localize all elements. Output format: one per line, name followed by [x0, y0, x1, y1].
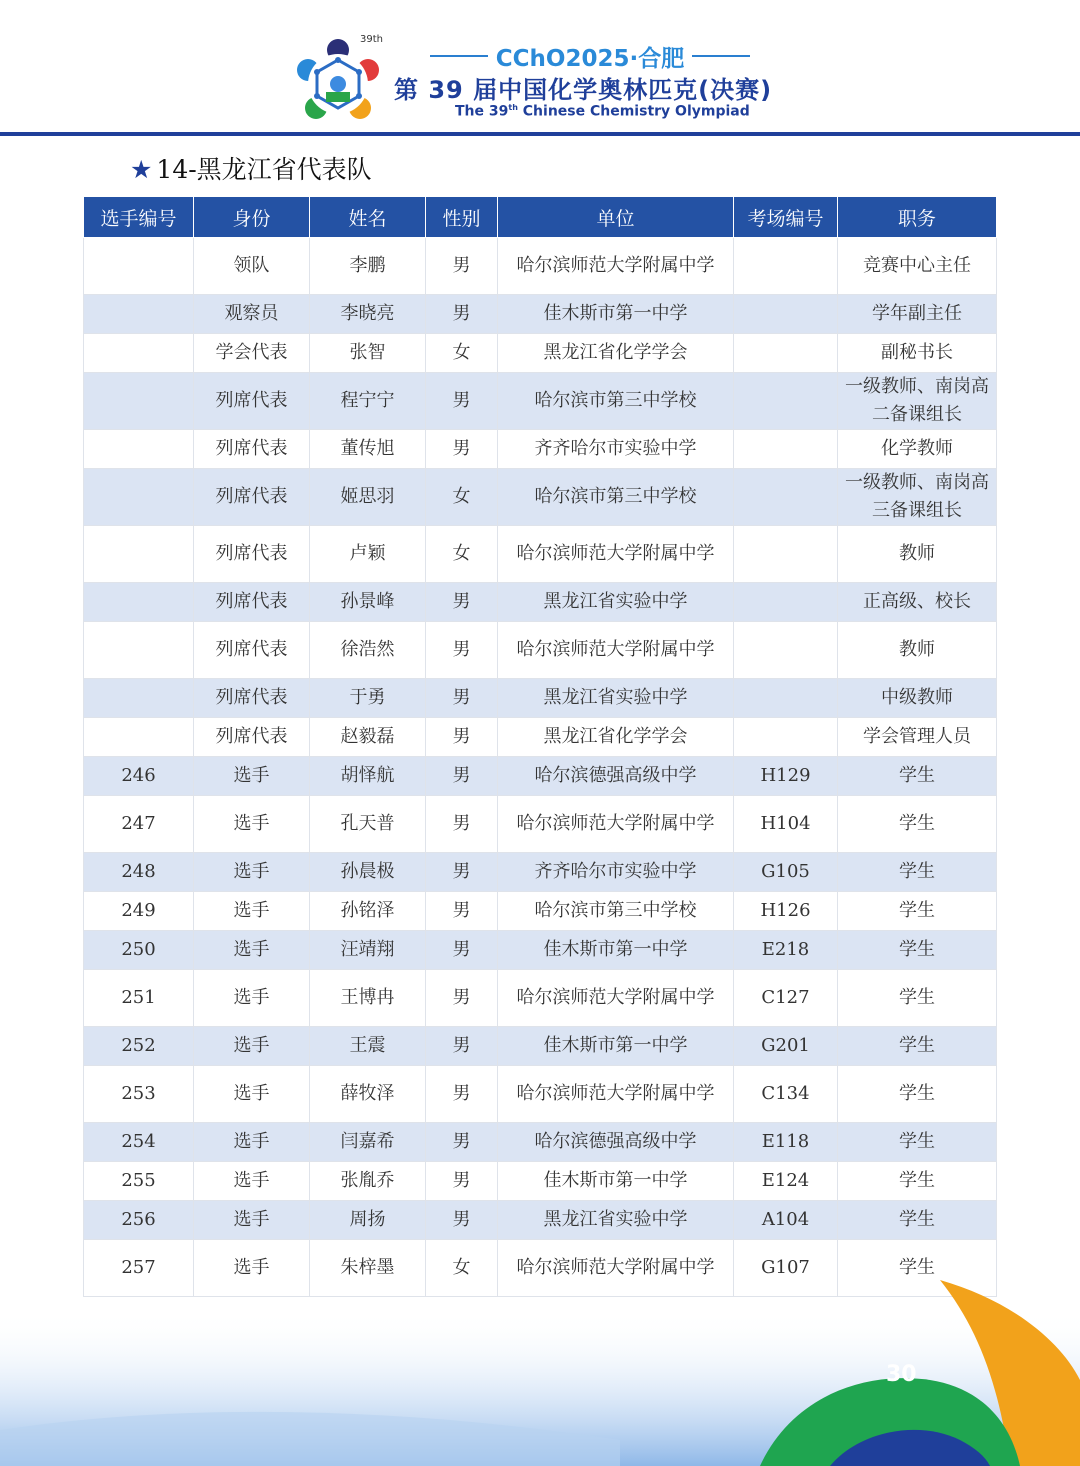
- cell-name: 姬思羽: [310, 469, 426, 526]
- cell-position: 学生: [838, 1066, 997, 1123]
- cell-gender: 男: [426, 853, 498, 892]
- cell-role: 选手: [194, 1201, 310, 1240]
- column-header-role: 身份: [194, 197, 310, 238]
- cell-player-id: 256: [84, 1201, 194, 1240]
- cell-unit: 黑龙江省化学学会: [498, 334, 734, 373]
- header-divider: [0, 132, 1080, 136]
- cell-unit: 哈尔滨市第三中学校: [498, 373, 734, 430]
- table-row: [84, 526, 997, 583]
- cell-unit: 佳木斯市第一中学: [498, 295, 734, 334]
- cell-name: 朱梓墨: [310, 1240, 426, 1297]
- cell-room-number: [734, 238, 838, 295]
- table-row: [84, 853, 997, 892]
- event-short-title: [430, 40, 750, 72]
- cell-position: 学生: [838, 1240, 997, 1297]
- table-row: [84, 1027, 997, 1066]
- event-title: 第 39 届中国化学奥林匹克(决赛): [394, 76, 773, 104]
- cell-room-number: [734, 430, 838, 469]
- cell-unit: 齐齐哈尔市实验中学: [498, 430, 734, 469]
- cell-player-id: [84, 238, 194, 295]
- cell-gender: 男: [426, 970, 498, 1027]
- table-header-row: [84, 197, 997, 238]
- cell-room-number: [734, 718, 838, 757]
- cell-room-number: [734, 373, 838, 430]
- cell-unit: 佳木斯市第一中学: [498, 1027, 734, 1066]
- table-row: [84, 469, 997, 526]
- title-left-rule: [430, 55, 488, 57]
- cell-gender: 男: [426, 931, 498, 970]
- event-short-text: CChO2025·合肥: [495, 45, 685, 72]
- cell-player-id: 249: [84, 892, 194, 931]
- cell-name: 徐浩然: [310, 622, 426, 679]
- cell-name: 张智: [310, 334, 426, 373]
- cell-player-id: [84, 430, 194, 469]
- cell-player-id: [84, 469, 194, 526]
- cell-room-number: [734, 583, 838, 622]
- cell-gender: 男: [426, 718, 498, 757]
- cell-room-number: H126: [734, 892, 838, 931]
- cell-player-id: 251: [84, 970, 194, 1027]
- cell-player-id: [84, 373, 194, 430]
- cell-unit: 哈尔滨师范大学附属中学: [498, 1240, 734, 1297]
- cell-role: 列席代表: [194, 718, 310, 757]
- event-english-pre: The 39: [455, 103, 509, 120]
- cell-unit: 黑龙江省实验中学: [498, 679, 734, 718]
- cell-gender: 男: [426, 1027, 498, 1066]
- cell-position: 学生: [838, 853, 997, 892]
- cell-room-number: E218: [734, 931, 838, 970]
- cell-player-id: [84, 718, 194, 757]
- cell-player-id: [84, 334, 194, 373]
- footer-decoration: [0, 1280, 1080, 1466]
- cell-unit: 哈尔滨师范大学附属中学: [498, 526, 734, 583]
- cell-name: 孙铭泽: [310, 892, 426, 931]
- cell-room-number: [734, 295, 838, 334]
- cell-role: 选手: [194, 1240, 310, 1297]
- column-header-name: 姓名: [310, 197, 426, 238]
- cell-player-id: [84, 295, 194, 334]
- cell-role: 选手: [194, 853, 310, 892]
- section-title: [130, 150, 372, 186]
- cell-unit: 哈尔滨师范大学附属中学: [498, 796, 734, 853]
- cell-player-id: 257: [84, 1240, 194, 1297]
- table-row: [84, 373, 997, 430]
- section-title-text: 14-黑龙江省代表队: [156, 155, 372, 184]
- cell-name: 李鹏: [310, 238, 426, 295]
- cell-name: 张胤乔: [310, 1162, 426, 1201]
- page-number: 30: [886, 1362, 917, 1387]
- cell-role: 选手: [194, 931, 310, 970]
- cell-position: 学生: [838, 1123, 997, 1162]
- cell-position: 学生: [838, 1162, 997, 1201]
- cell-player-id: [84, 679, 194, 718]
- table-row: [84, 583, 997, 622]
- cell-position: 一级教师、南岗高三备课组长: [838, 469, 997, 526]
- table-row: [84, 718, 997, 757]
- cell-gender: 男: [426, 757, 498, 796]
- cell-unit: 哈尔滨师范大学附属中学: [498, 1066, 734, 1123]
- cell-position: 学年副主任: [838, 295, 997, 334]
- cell-role: 列席代表: [194, 583, 310, 622]
- cell-player-id: 254: [84, 1123, 194, 1162]
- cell-role: 领队: [194, 238, 310, 295]
- cell-gender: 女: [426, 526, 498, 583]
- event-english-title: [455, 103, 750, 120]
- cell-unit: 哈尔滨师范大学附属中学: [498, 238, 734, 295]
- cell-gender: 女: [426, 469, 498, 526]
- cell-role: 列席代表: [194, 430, 310, 469]
- star-icon: ★: [130, 155, 153, 184]
- cell-position: 学生: [838, 892, 997, 931]
- event-english-post: Chinese Chemistry Olympiad: [517, 103, 750, 120]
- cell-gender: 男: [426, 295, 498, 334]
- table-row: [84, 622, 997, 679]
- cell-player-id: 247: [84, 796, 194, 853]
- cell-name: 闫嘉希: [310, 1123, 426, 1162]
- cell-room-number: [734, 622, 838, 679]
- page-header: [0, 0, 1080, 136]
- column-header-gender: 性别: [426, 197, 498, 238]
- cell-unit: 黑龙江省实验中学: [498, 1201, 734, 1240]
- cell-player-id: [84, 622, 194, 679]
- cell-role: 选手: [194, 1123, 310, 1162]
- table-row: [84, 430, 997, 469]
- cell-name: 赵毅磊: [310, 718, 426, 757]
- cell-unit: 齐齐哈尔市实验中学: [498, 853, 734, 892]
- table-row: [84, 1123, 997, 1162]
- cell-unit: 哈尔滨德强高级中学: [498, 1123, 734, 1162]
- logo-superscript: 39th: [360, 34, 383, 45]
- cell-room-number: G201: [734, 1027, 838, 1066]
- cell-position: 一级教师、南岗高二备课组长: [838, 373, 997, 430]
- cell-unit: 黑龙江省实验中学: [498, 583, 734, 622]
- cell-gender: 女: [426, 334, 498, 373]
- cell-unit: 佳木斯市第一中学: [498, 931, 734, 970]
- cell-position: 学生: [838, 757, 997, 796]
- cell-role: 选手: [194, 757, 310, 796]
- table-row: [84, 931, 997, 970]
- cell-player-id: 252: [84, 1027, 194, 1066]
- cell-gender: 男: [426, 430, 498, 469]
- cell-position: 学生: [838, 970, 997, 1027]
- table-row: [84, 334, 997, 373]
- cell-room-number: C127: [734, 970, 838, 1027]
- cell-name: 王博冉: [310, 970, 426, 1027]
- cell-role: 列席代表: [194, 622, 310, 679]
- cell-room-number: [734, 679, 838, 718]
- cell-name: 李晓亮: [310, 295, 426, 334]
- column-header-room: 考场编号: [734, 197, 838, 238]
- cell-name: 汪靖翔: [310, 931, 426, 970]
- column-header-unit: 单位: [498, 197, 734, 238]
- cell-player-id: [84, 526, 194, 583]
- cell-name: 王震: [310, 1027, 426, 1066]
- cell-player-id: 255: [84, 1162, 194, 1201]
- cell-gender: 男: [426, 796, 498, 853]
- cell-gender: 男: [426, 238, 498, 295]
- team-roster-table: [83, 196, 997, 1297]
- cell-room-number: [734, 334, 838, 373]
- table-row: [84, 892, 997, 931]
- cell-player-id: 248: [84, 853, 194, 892]
- cell-position: 教师: [838, 622, 997, 679]
- cell-unit: 哈尔滨师范大学附属中学: [498, 622, 734, 679]
- cell-unit: 哈尔滨市第三中学校: [498, 469, 734, 526]
- table-row: [84, 295, 997, 334]
- cell-role: 列席代表: [194, 526, 310, 583]
- cell-role: 列席代表: [194, 469, 310, 526]
- cell-room-number: [734, 526, 838, 583]
- cell-player-id: 246: [84, 757, 194, 796]
- column-header-id: 选手编号: [84, 197, 194, 238]
- cell-name: 胡怿航: [310, 757, 426, 796]
- cell-room-number: H129: [734, 757, 838, 796]
- cell-name: 于勇: [310, 679, 426, 718]
- cell-room-number: A104: [734, 1201, 838, 1240]
- cell-gender: 男: [426, 892, 498, 931]
- table-row: [84, 1066, 997, 1123]
- cell-player-id: 253: [84, 1066, 194, 1123]
- table-row: [84, 1162, 997, 1201]
- cell-role: 选手: [194, 1162, 310, 1201]
- cell-name: 卢颖: [310, 526, 426, 583]
- olympiad-logo-icon: [290, 36, 386, 132]
- cell-unit: 佳木斯市第一中学: [498, 1162, 734, 1201]
- cell-gender: 男: [426, 622, 498, 679]
- cell-unit: 哈尔滨师范大学附属中学: [498, 970, 734, 1027]
- cell-position: 正高级、校长: [838, 583, 997, 622]
- table-row: [84, 238, 997, 295]
- cell-gender: 男: [426, 1162, 498, 1201]
- title-right-rule: [692, 55, 750, 57]
- cell-position: 学生: [838, 1201, 997, 1240]
- cell-gender: 男: [426, 1201, 498, 1240]
- cell-unit: 哈尔滨市第三中学校: [498, 892, 734, 931]
- event-english-sup: th: [508, 103, 518, 112]
- table-row: [84, 970, 997, 1027]
- cell-role: 列席代表: [194, 373, 310, 430]
- cell-name: 孔天普: [310, 796, 426, 853]
- cell-gender: 男: [426, 1123, 498, 1162]
- cell-role: 列席代表: [194, 679, 310, 718]
- table-row: [84, 796, 997, 853]
- cell-room-number: E124: [734, 1162, 838, 1201]
- cell-room-number: E118: [734, 1123, 838, 1162]
- cell-gender: 女: [426, 1240, 498, 1297]
- cell-name: 程宁宁: [310, 373, 426, 430]
- cell-room-number: C134: [734, 1066, 838, 1123]
- cell-position: 化学教师: [838, 430, 997, 469]
- column-header-position: 职务: [838, 197, 997, 238]
- cell-name: 孙晨极: [310, 853, 426, 892]
- cell-position: 副秘书长: [838, 334, 997, 373]
- cell-gender: 男: [426, 1066, 498, 1123]
- cell-role: 选手: [194, 796, 310, 853]
- cell-gender: 男: [426, 373, 498, 430]
- cell-position: 学生: [838, 1027, 997, 1066]
- cell-position: 学生: [838, 931, 997, 970]
- cell-name: 孙景峰: [310, 583, 426, 622]
- cell-player-id: 250: [84, 931, 194, 970]
- cell-room-number: G105: [734, 853, 838, 892]
- cell-position: 中级教师: [838, 679, 997, 718]
- cell-unit: 哈尔滨德强高级中学: [498, 757, 734, 796]
- cell-name: 薛牧泽: [310, 1066, 426, 1123]
- cell-role: 选手: [194, 1066, 310, 1123]
- cell-role: 选手: [194, 970, 310, 1027]
- cell-role: 观察员: [194, 295, 310, 334]
- cell-unit: 黑龙江省化学学会: [498, 718, 734, 757]
- cell-position: 学会管理人员: [838, 718, 997, 757]
- cell-position: 教师: [838, 526, 997, 583]
- cell-position: 竞赛中心主任: [838, 238, 997, 295]
- cell-role: 选手: [194, 1027, 310, 1066]
- table-row: [84, 757, 997, 796]
- table-body: [84, 238, 997, 1297]
- cell-player-id: [84, 583, 194, 622]
- cell-name: 周扬: [310, 1201, 426, 1240]
- cell-role: 选手: [194, 892, 310, 931]
- cell-position: 学生: [838, 796, 997, 853]
- table-row: [84, 679, 997, 718]
- cell-room-number: H104: [734, 796, 838, 853]
- cell-gender: 男: [426, 679, 498, 718]
- cell-name: 董传旭: [310, 430, 426, 469]
- cell-room-number: [734, 469, 838, 526]
- cell-room-number: G107: [734, 1240, 838, 1297]
- table-row: [84, 1201, 997, 1240]
- cell-role: 学会代表: [194, 334, 310, 373]
- cell-gender: 男: [426, 583, 498, 622]
